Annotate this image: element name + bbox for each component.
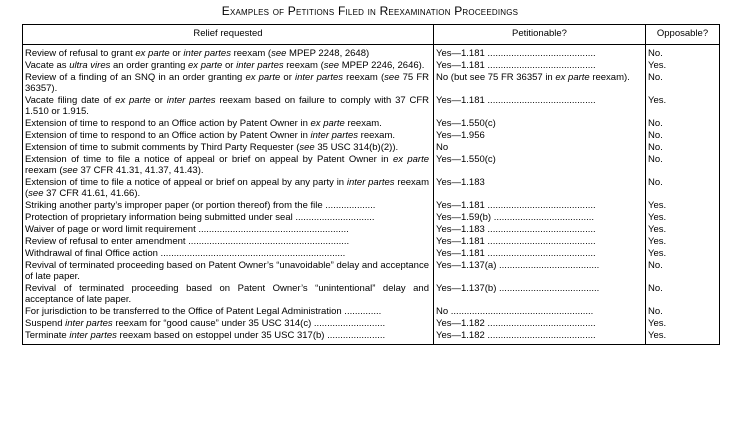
opposable-cell: Yes. [646,318,720,330]
column-header-petitionable: Petitionable? [434,25,646,45]
petitionable-cell: Yes—1.181 ......................................... [434,45,646,61]
table-row [23,236,720,248]
table-body [23,45,720,345]
table-row [23,142,720,154]
opposable-cell: Yes. [646,212,720,224]
opposable-cell: Yes. [646,60,720,72]
relief-cell: Striking another party’s improper paper (or portion thereof) from the file ................... [23,200,434,212]
petitionable-cell: No ...................................................... [434,306,646,318]
table-row [23,154,720,177]
relief-cell: Extension of time to respond to an Office action by Patent Owner in ex parte reexam. [23,118,434,130]
relief-cell: Vacate filing date of ex parte or inter partes reexam based on failure to comply with 37 CFR 1.510 or 1.915. [23,95,434,118]
petitionable-cell: No (but see 75 FR 36357 in ex parte reexam). [434,72,646,95]
petitionable-cell: Yes—1.181 ......................................... [434,236,646,248]
petitionable-cell: Yes—1.181 ......................................... [434,248,646,260]
opposable-cell: No. [646,142,720,154]
petitionable-cell: Yes—1.181 ......................................... [434,200,646,212]
petitionable-cell: Yes—1.550(c) [434,154,646,177]
opposable-cell: No. [646,72,720,95]
petitionable-cell: Yes—1.183 ......................................... [434,224,646,236]
opposable-cell: Yes. [646,200,720,212]
table-row [23,306,720,318]
opposable-cell: No. [646,283,720,306]
relief-cell: For jurisdiction to be transferred to the Office of Patent Legal Administration .............. [23,306,434,318]
petitionable-cell: Yes—1.550(c) [434,118,646,130]
petitionable-cell: Yes—1.182 ......................................... [434,318,646,330]
opposable-cell: No. [646,130,720,142]
opposable-cell: No. [646,45,720,61]
petitionable-cell: Yes—1.137(a) ...................................... [434,260,646,283]
table-row [23,224,720,236]
table-row [23,177,720,200]
opposable-cell: Yes. [646,224,720,236]
opposable-cell: Yes. [646,248,720,260]
relief-cell: Review of refusal to enter amendment ............................................................. [23,236,434,248]
relief-cell: Extension of time to file a notice of appeal or brief on appeal by any party in inter partes reexam (see 37 CFR 41.61, 41.66). [23,177,434,200]
column-header-opposable: Opposable? [646,25,720,45]
table-header-row [23,25,720,45]
table-row [23,45,720,61]
opposable-cell: Yes. [646,95,720,118]
relief-cell: Revival of terminated proceeding based on Patent Owner’s “unavoidable” delay and acceptance of late paper. [23,260,434,283]
table-row [23,248,720,260]
opposable-cell: No. [646,177,720,200]
table-row [23,260,720,283]
petitionable-cell: Yes—1.137(b) ...................................... [434,283,646,306]
opposable-cell: Yes. [646,236,720,248]
table-row [23,200,720,212]
relief-cell: Extension of time to submit comments by Third Party Requester (see 35 USC 314(b)(2)). [23,142,434,154]
relief-cell: Withdrawal of final Office action ...................................................................... [23,248,434,260]
table-row [23,318,720,330]
table-row [23,130,720,142]
table-title: Examples of Petitions Filed in Reexamination Proceedings [221,4,519,18]
petitionable-cell: No [434,142,646,154]
relief-cell: Extension of time to respond to an Office action by Patent Owner in inter partes reexam. [23,130,434,142]
relief-cell: Waiver of page or word limit requirement ......................................................... [23,224,434,236]
petitionable-cell: Yes—1.183 [434,177,646,200]
table-row [23,95,720,118]
opposable-cell: No. [646,306,720,318]
relief-cell: Extension of time to file a notice of appeal or brief on appeal by Patent Owner in ex parte reexam (see 37 CFR 41.31, 41.37, 41.43). [23,154,434,177]
petitions-table [22,24,720,345]
table-row [23,60,720,72]
table-row [23,212,720,224]
opposable-cell: No. [646,118,720,130]
relief-cell: Review of refusal to grant ex parte or inter partes reexam (see MPEP 2248, 2648) [23,45,434,61]
table-row [23,72,720,95]
opposable-cell: No. [646,260,720,283]
relief-cell: Terminate inter partes reexam based on estoppel under 35 USC 317(b) ...................... [23,330,434,345]
petitionable-cell: Yes—1.181 ......................................... [434,95,646,118]
petitionable-cell: Yes—1.956 [434,130,646,142]
petitionable-cell: Yes—1.181 ......................................... [434,60,646,72]
table-row [23,118,720,130]
relief-cell: Review of a finding of an SNQ in an order granting ex parte or inter partes reexam (see 75 FR 36357). [23,72,434,95]
relief-cell: Vacate as ultra vires an order granting ex parte or inter partes reexam (see MPEP 2246, 2646). [23,60,434,72]
opposable-cell: Yes. [646,330,720,345]
relief-cell: Suspend inter partes reexam for “good cause” under 35 USC 314(c) ........................... [23,318,434,330]
opposable-cell: No. [646,154,720,177]
table-row [23,283,720,306]
table-row [23,330,720,345]
column-header-relief: Relief requested [23,25,434,45]
petitionable-cell: Yes—1.59(b) ...................................... [434,212,646,224]
relief-cell: Protection of proprietary information being submitted under seal .............................. [23,212,434,224]
relief-cell: Revival of terminated proceeding based on Patent Owner’s “unintentional” delay and acceptance of late paper. [23,283,434,306]
petitionable-cell: Yes—1.182 ......................................... [434,330,646,345]
